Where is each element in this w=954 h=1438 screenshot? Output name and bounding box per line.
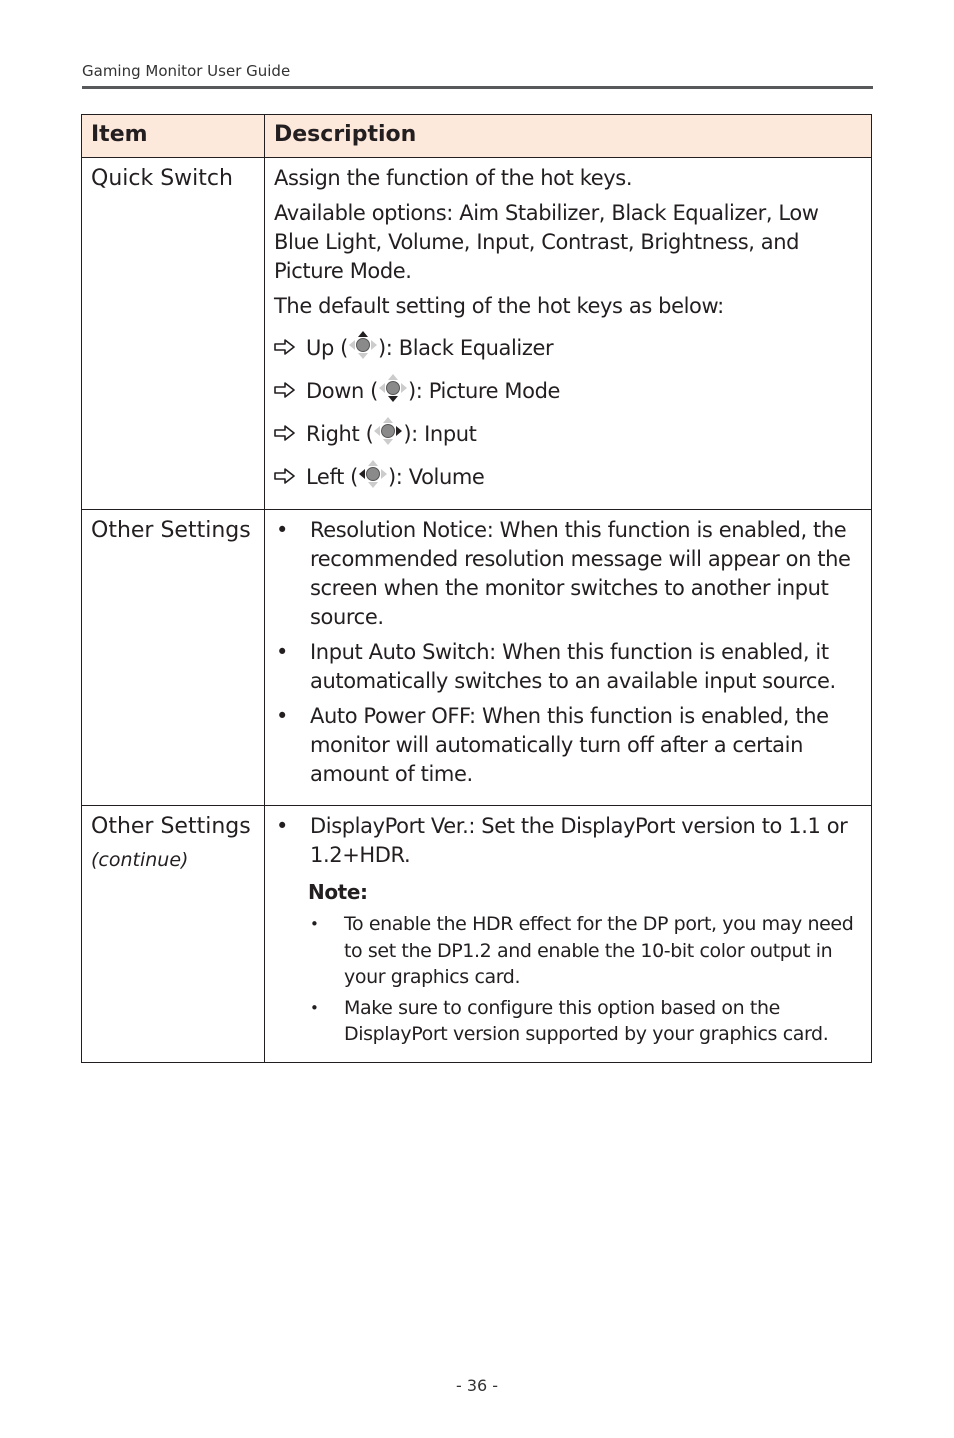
settings-table bbox=[81, 114, 872, 1063]
hollow-right-arrow-icon bbox=[274, 420, 306, 449]
bullet-item: • Auto Power OFF: When this function is enabled, the monitor will automatically turn off after a certain amount of time. bbox=[274, 702, 862, 789]
hollow-right-arrow-icon bbox=[274, 377, 306, 406]
note-item: • To enable the HDR effect for the DP port, you may need to set the DP1.2 and enable the 10-bit color output in your graphics card. bbox=[308, 911, 862, 991]
running-header: Gaming Monitor User Guide bbox=[82, 62, 291, 80]
note-label: Note: bbox=[308, 880, 368, 904]
paragraph: Available options: Aim Stabilizer, Black Equalizer, Low Blue Light, Volume, Input, Contrast, Brightness, and Picture Mode. bbox=[274, 201, 819, 283]
hollow-right-arrow-icon bbox=[274, 334, 306, 363]
continue-label: (continue) bbox=[91, 849, 189, 871]
joystick-up-icon bbox=[348, 330, 378, 368]
header-rule bbox=[82, 86, 873, 89]
item-cell: Other Settings bbox=[82, 510, 265, 806]
table-row bbox=[82, 510, 872, 806]
description-cell bbox=[265, 510, 872, 806]
joystick-down-icon bbox=[378, 373, 408, 411]
column-header-item: Item bbox=[82, 115, 265, 158]
description-cell bbox=[265, 158, 872, 510]
joystick-left-icon bbox=[358, 459, 388, 497]
description-cell bbox=[265, 806, 872, 1063]
bullet-icon: • bbox=[276, 704, 288, 728]
bullet-icon: • bbox=[310, 998, 319, 1017]
item-label: Other Settings bbox=[91, 814, 251, 839]
paragraph: The default setting of the hot keys as below: bbox=[274, 294, 724, 318]
bullet-icon: • bbox=[276, 640, 288, 664]
item-cell: Quick Switch bbox=[82, 158, 265, 510]
bullet-item: • Input Auto Switch: When this function is enabled, it automatically switches to an available input source. bbox=[274, 638, 862, 696]
table-row bbox=[82, 158, 872, 510]
bullet-item: • DisplayPort Ver.: Set the DisplayPort version to 1.1 or 1.2+HDR. bbox=[274, 812, 862, 870]
paragraph: Assign the function of the hot keys. bbox=[274, 166, 633, 190]
page-number: - 36 - bbox=[455, 1376, 499, 1395]
note-item: • Make sure to configure this option based on the DisplayPort version supported by your graphics card. bbox=[308, 995, 862, 1048]
hollow-right-arrow-icon bbox=[274, 463, 306, 492]
bullet-icon: • bbox=[310, 915, 319, 933]
hotkey-line-right: Right ( ): Input bbox=[274, 413, 862, 456]
hotkey-line-left: Left ( ): Volume bbox=[274, 456, 862, 499]
bullet-icon: • bbox=[276, 518, 288, 542]
hotkey-line-down: Down ( ): Picture Mode bbox=[274, 370, 862, 413]
hotkey-line-up: Up ( ): Black Equalizer bbox=[274, 327, 862, 370]
table-row bbox=[82, 806, 872, 1063]
item-cell bbox=[82, 806, 265, 1063]
joystick-right-icon bbox=[373, 416, 403, 454]
column-header-description: Description bbox=[265, 115, 872, 158]
table-header-row bbox=[82, 115, 872, 158]
bullet-item: • Resolution Notice: When this function is enabled, the recommended resolution message will appear on the screen when the monitor switches to another input source. bbox=[274, 516, 862, 632]
bullet-icon: • bbox=[276, 814, 288, 838]
